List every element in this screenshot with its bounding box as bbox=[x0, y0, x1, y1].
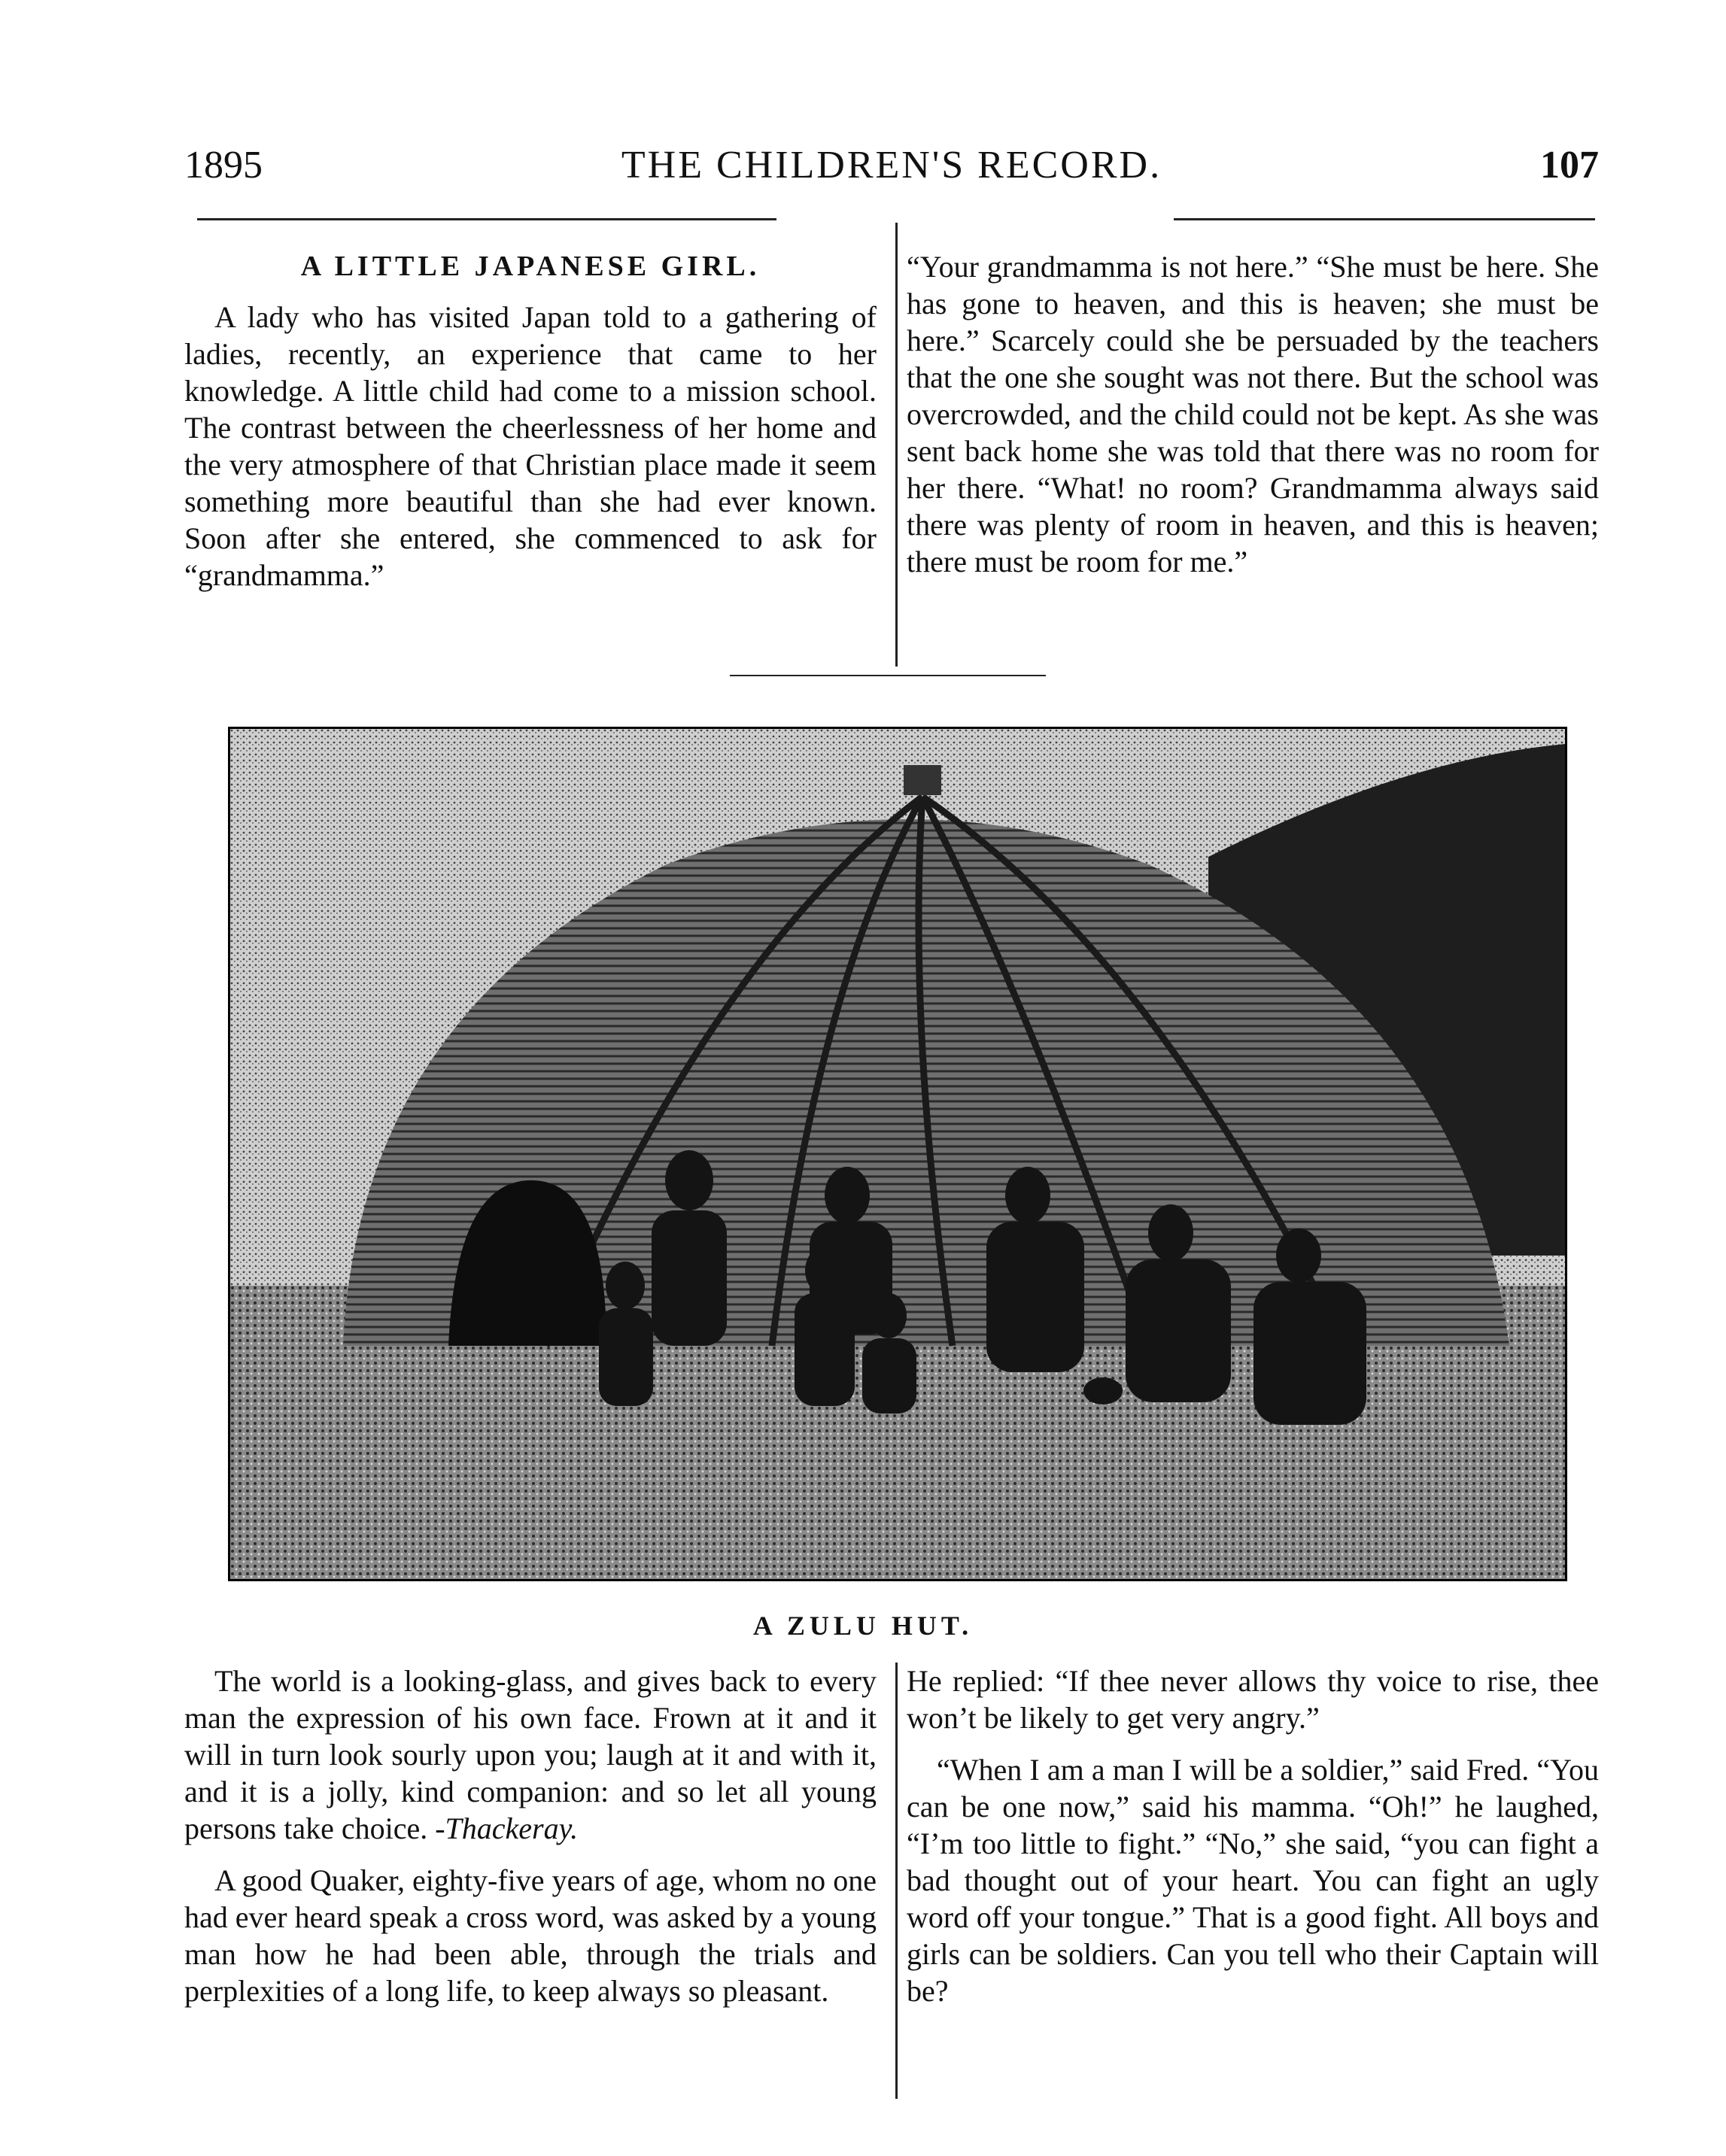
quaker-reply-paragraph: He replied: “If thee never allows thy voice to rise, thee won’t be likely to get very angry.” bbox=[907, 1664, 1599, 1735]
looking-glass-text: The world is a looking-glass, and gives back to every man the expression of his own face. Frown at it and it will in turn look sourly upon you; laugh at it and with it, and it is a jolly, kind companion: and so let all young persons take choice. bbox=[184, 1664, 877, 1845]
zulu-hut-illustration bbox=[230, 729, 1565, 1579]
header-year: 1895 bbox=[184, 144, 263, 187]
zulu-hut-photo bbox=[228, 727, 1567, 1581]
column-divider-top bbox=[895, 223, 898, 667]
header-rule-left bbox=[197, 218, 776, 220]
column-divider-bottom bbox=[895, 1663, 898, 2099]
article1-paragraph1: A lady who has visited Japan told to a gathering of ladies, recently, an experience that came to her knowledge. A little child had come to a mission school. The contrast between the cheerlessness of her home and the very atmosphere of that Christian place made it seem something more beautiful than she had ever known. Soon after she entered, she commenced to ask for “grandmamma.” bbox=[184, 300, 877, 592]
article1-column2 bbox=[907, 248, 1599, 580]
lower-column1 bbox=[184, 1663, 877, 2009]
soldier-paragraph: “When I am a man I will be a soldier,” said Fred. “You can be one now,” said his mamma. “Oh!” he laughed, “I’m too little to fight.” “No,” she said, “you can fight a bad thought out of your heart. You can fight an ugly word off your tongue.” That is a good fight. All boys and girls can be soldiers. Can you tell who their Captain will be? bbox=[907, 1753, 1599, 2008]
article1-paragraph2: “Your grandmamma is not here.” “She must be here. She has gone to heaven, and this is heaven; she must be here.” Scarcely could she be persuaded by the teachers that the one she sought was not there. But the school was overcrowded, and the child could not be kept. As she was sent back home she was told that there was no room for her there. “What! no room? Grandmamma always said there was plenty of room in heaven, and this is heaven; there must be room for me.” bbox=[907, 250, 1599, 578]
article1-title: A LITTLE JAPANESE GIRL. bbox=[300, 251, 761, 282]
looking-glass-paragraph bbox=[184, 1663, 877, 1847]
section-rule bbox=[730, 675, 1046, 676]
lower-column2 bbox=[907, 1663, 1599, 2009]
header-page-number: 107 bbox=[1540, 144, 1599, 187]
article1-column1 bbox=[184, 248, 877, 594]
figure-caption: A ZULU HUT. bbox=[752, 1611, 974, 1641]
header-title: THE CHILDREN'S RECORD. bbox=[621, 144, 1162, 187]
quaker-paragraph: A good Quaker, eighty-five years of age, whom no one had ever heard speak a cross word, was asked by a young man how he had been able, through the trials and perplexities of a long life, to keep always so pleasant. bbox=[184, 1863, 877, 2008]
header-rule-right bbox=[1174, 218, 1595, 220]
running-header bbox=[184, 143, 1599, 196]
thackeray-attribution: -Thackeray. bbox=[435, 1811, 579, 1845]
